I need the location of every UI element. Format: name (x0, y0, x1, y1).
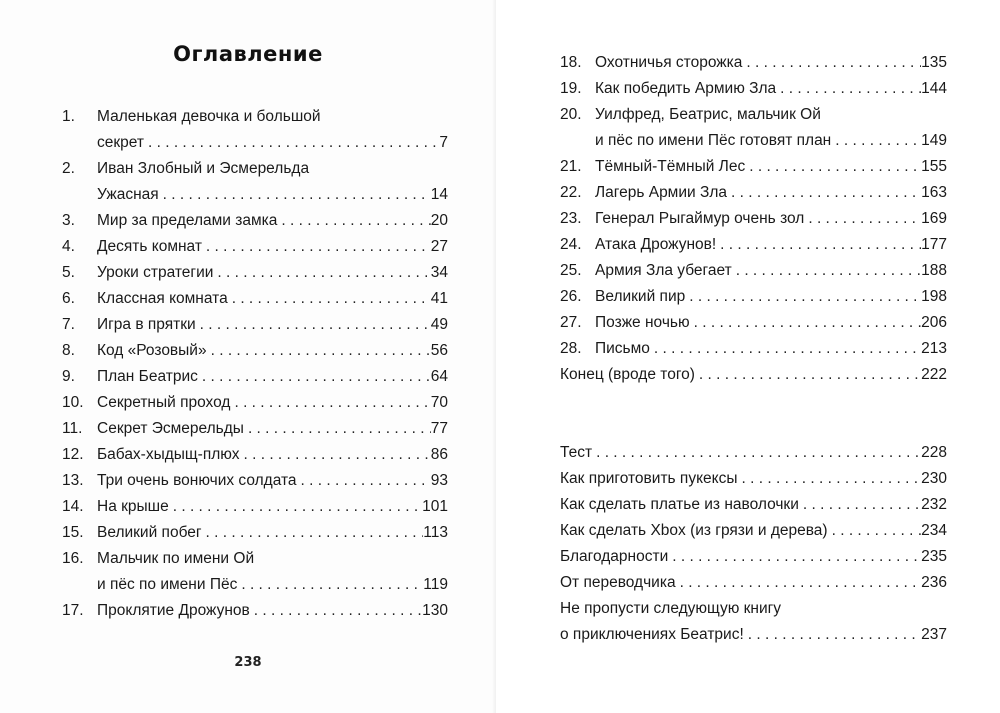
entry-page-number: 130 (422, 602, 448, 619)
dot-leader (237, 572, 423, 598)
toc-entry-continuation (560, 622, 947, 648)
chapter-number: 25. (560, 262, 582, 279)
toc-entry (560, 206, 947, 232)
entry-title: Секретный проход (97, 394, 231, 411)
section-spacer (560, 388, 947, 440)
dot-leader (250, 598, 422, 624)
entry-title: Благодарности (560, 548, 669, 565)
dot-leader (676, 570, 922, 596)
entry-title: Уроки стратегии (97, 264, 214, 281)
entry-title: Лагерь Армии Зла (595, 184, 727, 201)
dot-leader (745, 154, 921, 180)
chapter-number: 14. (62, 498, 84, 515)
entry-title: Тест (560, 444, 593, 461)
chapter-number: 17. (62, 602, 84, 619)
toc-entry (560, 310, 947, 336)
chapter-number: 12. (62, 446, 84, 463)
page-number: 238 (234, 655, 262, 670)
entry-title: Письмо (595, 340, 650, 357)
entry-title: План Беатрис (97, 368, 198, 385)
chapter-number: 3. (62, 212, 75, 229)
toc-entry (62, 260, 448, 286)
toc-entry-continuation (62, 182, 448, 208)
dot-leader (744, 622, 921, 648)
entry-title: о приключениях Беатрис! (560, 626, 744, 643)
chapter-number: 15. (62, 524, 84, 541)
toc-entry (62, 208, 448, 234)
toc-entry (560, 362, 947, 388)
chapter-number: 24. (560, 236, 582, 253)
entry-page-number: 236 (921, 574, 947, 591)
entry-title: На крыше (97, 498, 169, 515)
entry-title: Великий пир (595, 288, 686, 305)
dot-leader (828, 518, 922, 544)
entry-title: Великий побег (97, 524, 202, 541)
chapter-number: 26. (560, 288, 582, 305)
chapter-number: 5. (62, 264, 75, 281)
dot-leader (202, 234, 431, 260)
entry-page-number: 177 (921, 236, 947, 253)
toc-entry (560, 180, 947, 206)
entry-title: Атака Дрожунов! (595, 236, 717, 253)
toc-entry (62, 598, 448, 624)
chapter-number: 16. (62, 550, 84, 567)
right-page (496, 0, 1000, 713)
chapter-number: 20. (560, 106, 582, 123)
chapter-number: 19. (560, 80, 582, 97)
toc-entry (62, 286, 448, 312)
toc-entry (560, 440, 947, 466)
entry-page-number: 20 (430, 212, 448, 229)
dot-leader (831, 128, 921, 154)
entry-title: Как сделать Xbox (из грязи и дерева) (560, 522, 828, 539)
toc-entry-continuation (62, 130, 448, 156)
chapter-number: 10. (62, 394, 84, 411)
dot-leader (716, 232, 921, 258)
chapter-number: 11. (62, 420, 83, 437)
entry-title: Проклятие Дрожунов (97, 602, 250, 619)
entry-title: Ужасная (97, 186, 159, 203)
entry-title: Классная комната (97, 290, 228, 307)
dot-leader (799, 492, 921, 518)
toc-entry (560, 154, 947, 180)
entry-page-number: 41 (430, 290, 448, 307)
toc-entry (560, 492, 947, 518)
dot-leader (592, 440, 921, 466)
left-page (0, 0, 496, 713)
entry-title: Десять комнат (97, 238, 202, 255)
dot-leader (196, 312, 431, 338)
chapter-number: 23. (560, 210, 582, 227)
toc-entry (560, 232, 947, 258)
dot-leader (685, 284, 921, 310)
toc-entry (560, 518, 947, 544)
chapter-number: 21. (560, 158, 582, 175)
entry-title: Три очень вонючих солдата (97, 472, 297, 489)
chapter-number: 4. (62, 238, 75, 255)
entry-page-number: 228 (921, 444, 947, 461)
toc-entry (62, 416, 448, 442)
entry-title: Как победить Армию Зла (595, 80, 777, 97)
entry-title: Уилфред, Беатрис, мальчик Ой (595, 106, 821, 123)
toc-entry-continuation (560, 128, 947, 154)
toc-entry-continuation (62, 572, 448, 598)
entry-title: секрет (97, 134, 144, 151)
entry-page-number: 163 (921, 184, 947, 201)
dot-leader (742, 50, 921, 76)
dot-leader (668, 544, 921, 570)
dot-leader (230, 390, 430, 416)
toc-entry (560, 258, 947, 284)
toc-entry (560, 284, 947, 310)
entry-page-number: 206 (921, 314, 947, 331)
chapter-number: 6. (62, 290, 75, 307)
entry-title: Мальчик по имени Ой (97, 550, 255, 567)
entry-title: Как сделать платье из наволочки (560, 496, 799, 513)
entry-page-number: 149 (921, 132, 947, 149)
toc-entry (560, 596, 947, 622)
chapter-number: 13. (62, 472, 84, 489)
chapter-number: 28. (560, 340, 582, 357)
dot-leader (804, 206, 921, 232)
dot-leader (239, 442, 430, 468)
toc-entry (62, 234, 448, 260)
entry-title: Не пропусти следующую книгу (560, 600, 782, 617)
entry-page-number: 101 (422, 498, 448, 515)
dot-leader (213, 260, 430, 286)
dot-leader (297, 468, 431, 494)
toc-entry (560, 50, 947, 76)
toc-entry (560, 336, 947, 362)
entry-title: Как приготовить пукексы (560, 470, 738, 487)
toc-entry (62, 312, 448, 338)
toc-entry (62, 520, 448, 546)
entry-page-number: 237 (921, 626, 947, 643)
toc-entry (62, 494, 448, 520)
dot-leader (169, 494, 422, 520)
entry-page-number: 7 (439, 134, 448, 151)
entry-title: Бабах-хыдыщ-плюх (97, 446, 240, 463)
chapter-number: 18. (560, 54, 582, 71)
dot-leader (732, 258, 921, 284)
dot-leader (690, 310, 922, 336)
entry-page-number: 49 (430, 316, 448, 333)
entry-title: Маленькая девочка и большой (97, 108, 321, 125)
dot-leader (776, 76, 921, 102)
chapter-number: 27. (560, 314, 582, 331)
entry-page-number: 119 (423, 576, 448, 593)
dot-leader (159, 182, 431, 208)
toc-list-left (62, 104, 448, 624)
entry-page-number: 86 (430, 446, 448, 463)
entry-page-number: 93 (430, 472, 448, 489)
toc-entry (62, 104, 448, 130)
dot-leader (695, 362, 921, 388)
entry-page-number: 169 (921, 210, 947, 227)
entry-page-number: 64 (430, 368, 448, 385)
entry-title: От переводчика (560, 574, 676, 591)
toc-entry (560, 466, 947, 492)
entry-title: Иван Злобный и Эсмерельда (97, 160, 310, 177)
entry-title: Игра в прятки (97, 316, 196, 333)
entry-page-number: 232 (921, 496, 947, 513)
dot-leader (228, 286, 431, 312)
toc-entry (62, 468, 448, 494)
toc-entry (62, 338, 448, 364)
entry-page-number: 234 (921, 522, 947, 539)
entry-page-number: 235 (921, 548, 947, 565)
entry-title: Мир за пределами замка (97, 212, 278, 229)
toc-entry (560, 76, 947, 102)
chapter-number: 1. (62, 108, 75, 125)
entry-title: Секрет Эсмерельды (97, 420, 244, 437)
chapter-number: 7. (62, 316, 75, 333)
dot-leader (277, 208, 430, 234)
entry-title: и пёс по имени Пёс готовят план (595, 132, 832, 149)
toc-entry (560, 544, 947, 570)
toc-entry (62, 390, 448, 416)
entry-page-number: 144 (921, 80, 947, 97)
entry-title: Конец (вроде того) (560, 366, 695, 383)
chapter-number: 2. (62, 160, 75, 177)
dot-leader (738, 466, 922, 492)
entry-title: Армия Зла убегает (595, 262, 732, 279)
entry-title: Код «Розовый» (97, 342, 207, 359)
entry-title: Охотничья сторожка (595, 54, 743, 71)
toc-entry (62, 546, 448, 572)
dot-leader (650, 336, 921, 362)
toc-entry (62, 364, 448, 390)
entry-page-number: 213 (921, 340, 947, 357)
entry-page-number: 222 (921, 366, 947, 383)
chapter-number: 22. (560, 184, 582, 201)
chapter-number: 9. (62, 368, 75, 385)
entry-page-number: 77 (430, 420, 448, 437)
dot-leader (202, 520, 424, 546)
entry-title: и пёс по имени Пёс (97, 576, 238, 593)
entry-page-number: 155 (921, 158, 947, 175)
page-title: Оглавление (173, 42, 323, 66)
entry-page-number: 56 (430, 342, 448, 359)
dot-leader (244, 416, 431, 442)
toc-list-right (560, 50, 947, 648)
toc-entry (560, 570, 947, 596)
entry-page-number: 135 (921, 54, 947, 71)
entry-page-number: 70 (430, 394, 448, 411)
entry-page-number: 230 (921, 470, 947, 487)
toc-entry (62, 156, 448, 182)
entry-title: Позже ночью (595, 314, 690, 331)
entry-page-number: 27 (430, 238, 448, 255)
dot-leader (727, 180, 921, 206)
toc-entry (62, 442, 448, 468)
dot-leader (198, 364, 431, 390)
entry-page-number: 34 (430, 264, 448, 281)
entry-title: Тёмный-Тёмный Лес (595, 158, 746, 175)
entry-page-number: 188 (921, 262, 947, 279)
entry-page-number: 198 (921, 288, 947, 305)
dot-leader (144, 130, 439, 156)
toc-entry (560, 102, 947, 128)
chapter-number: 8. (62, 342, 75, 359)
dot-leader (207, 338, 431, 364)
entry-title: Генерал Рыгаймур очень зол (595, 210, 805, 227)
entry-page-number: 113 (423, 524, 448, 541)
entry-page-number: 14 (430, 186, 448, 203)
